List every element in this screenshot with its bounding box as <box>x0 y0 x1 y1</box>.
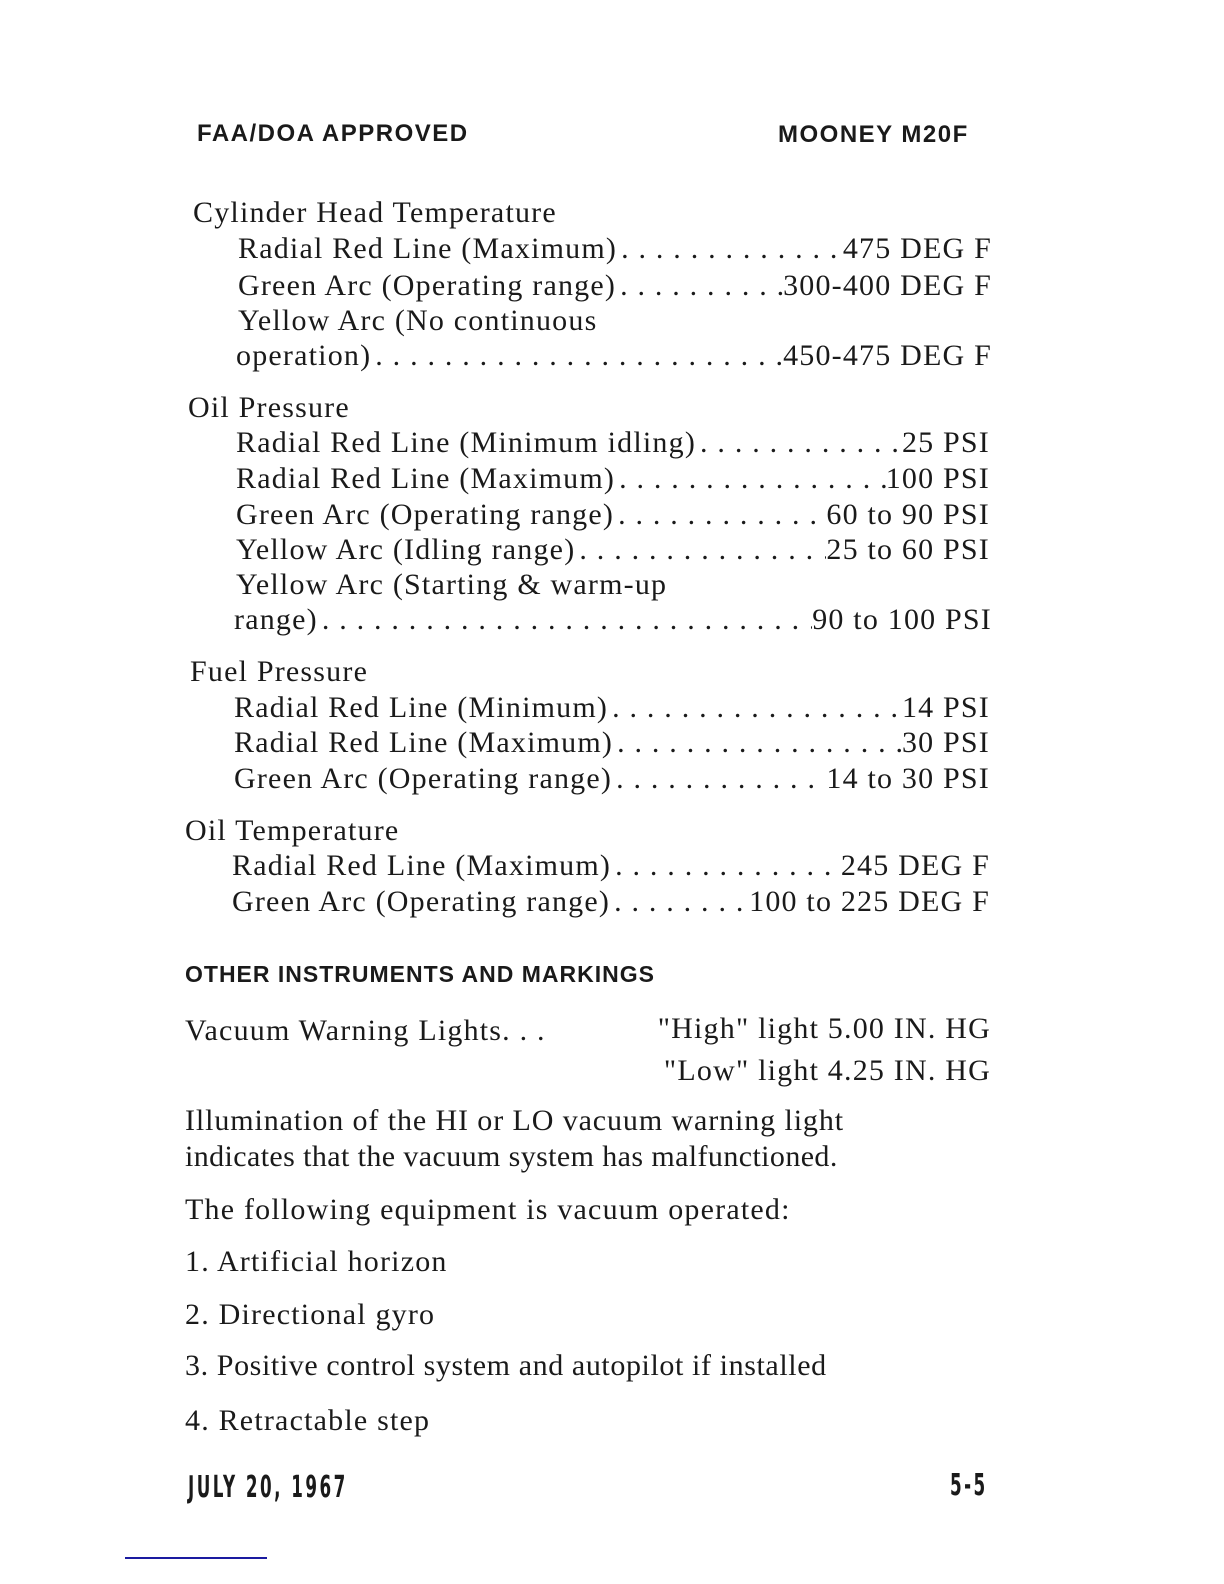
limit-value: 14 PSI <box>901 691 990 724</box>
limit-row <box>232 848 990 884</box>
section-title-cht: Cylinder Head Temperature <box>193 196 557 229</box>
section-title-fuel-pressure: Fuel Pressure <box>190 655 369 688</box>
limit-value: 14 to 30 PSI <box>826 762 990 795</box>
limit-value: 450-475 DEG F <box>783 339 992 372</box>
section-title-oil-temperature: Oil Temperature <box>185 814 400 847</box>
list-item: 2. Directional gyro <box>185 1298 436 1331</box>
paragraph-line: Illumination of the HI or LO vacuum warning light <box>185 1104 844 1137</box>
limit-row <box>236 497 990 533</box>
limit-label: Green Arc (Operating range) <box>238 269 617 302</box>
page-number: 5-5 <box>950 1468 988 1503</box>
section-title-oil-pressure: Oil Pressure <box>188 391 350 424</box>
limit-label: Radial Red Line (Minimum idling) <box>236 426 697 459</box>
limit-row <box>234 690 990 726</box>
limit-label: Radial Red Line (Maximum) <box>232 849 612 882</box>
limit-value: 90 to 100 PSI <box>812 603 992 636</box>
vacuum-low-value: "Low" light 4.25 IN. HG <box>663 1054 991 1087</box>
approval-header: FAA/DOA APPROVED <box>197 120 469 147</box>
limit-label: Radial Red Line (Maximum) <box>236 462 616 495</box>
list-item: 4. Retractable step <box>185 1404 431 1437</box>
limit-row <box>236 461 990 497</box>
limit-label: Radial Red Line (Maximum) <box>238 232 618 265</box>
limit-label: range) <box>234 603 318 636</box>
aircraft-model-header: MOONEY M20F <box>778 121 969 148</box>
limit-row <box>236 532 990 568</box>
limit-label: Radial Red Line (Maximum) <box>234 726 614 759</box>
list-item: 1. Artificial horizon <box>185 1245 448 1278</box>
section-heading-other: OTHER INSTRUMENTS AND MARKINGS <box>185 961 655 987</box>
limit-row <box>236 338 992 374</box>
list-item: 3. Positive control system and autopilot if installed <box>185 1349 827 1382</box>
list-intro: The following equipment is vacuum operated: <box>185 1193 791 1226</box>
limit-label: Yellow Arc (Starting & warm-up <box>236 568 668 601</box>
limit-row <box>238 268 992 304</box>
paragraph-line: indicates that the vacuum system has malfunctioned. <box>185 1140 838 1173</box>
limit-value: 100 PSI <box>885 462 990 495</box>
limit-value: 30 PSI <box>901 726 990 759</box>
limit-label: Green Arc (Operating range) <box>236 498 615 531</box>
limit-value: 25 to 60 PSI <box>826 533 990 566</box>
vacuum-high-value: "High" light 5.00 IN. HG <box>657 1012 991 1045</box>
limit-value: 245 DEG F <box>840 849 990 882</box>
limit-label: Green Arc (Operating range) <box>232 885 611 918</box>
limit-value: 300-400 DEG F <box>783 269 992 302</box>
limit-label: Yellow Arc (No continuous <box>238 304 598 337</box>
limit-value: 475 DEG F <box>842 232 992 265</box>
vacuum-label: Vacuum Warning Lights. . . <box>185 1014 546 1047</box>
limit-value: 60 to 90 PSI <box>826 498 990 531</box>
limit-value: 25 PSI <box>901 426 990 459</box>
limit-row <box>232 884 990 920</box>
limit-row <box>234 725 990 761</box>
limit-row <box>238 231 992 267</box>
limit-label: Radial Red Line (Minimum) <box>234 691 609 724</box>
limit-label: Yellow Arc (Idling range) <box>236 533 576 566</box>
limit-value: 100 to 225 DEG F <box>749 885 990 918</box>
limit-row <box>236 425 990 461</box>
divider-line <box>125 1557 267 1559</box>
footer-date: JULY 20, 1967 <box>188 1470 348 1505</box>
limit-label: operation) <box>236 339 372 372</box>
limit-row <box>234 761 990 797</box>
limit-label: Green Arc (Operating range) <box>234 762 613 795</box>
limit-row <box>234 602 992 638</box>
